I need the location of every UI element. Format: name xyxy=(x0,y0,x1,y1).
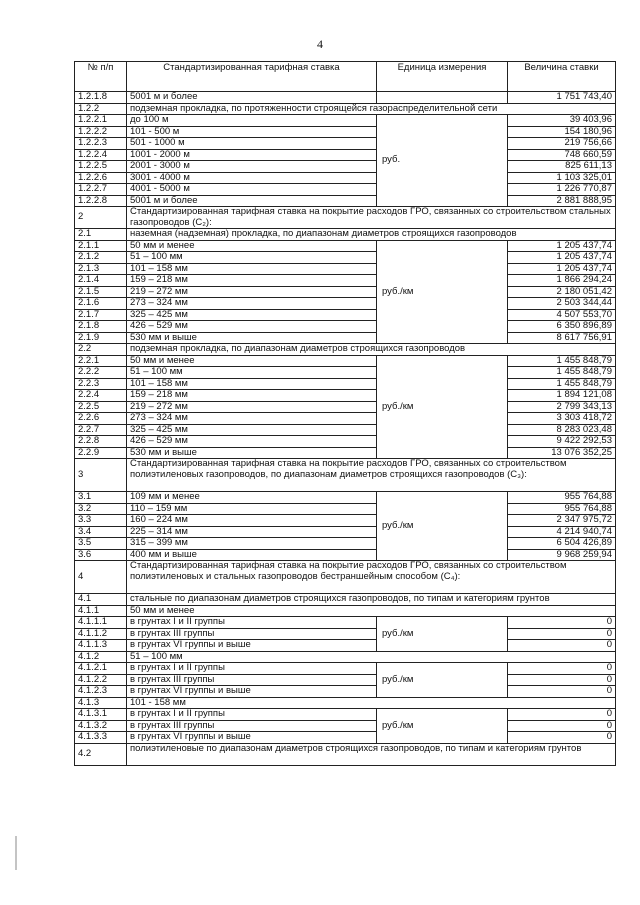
row-value: 1 751 743,40 xyxy=(508,92,616,104)
row-value: 1 103 325,01 xyxy=(508,172,616,184)
row-number: 3.5 xyxy=(75,538,127,550)
unit-cell: руб./км xyxy=(377,709,508,744)
row-label: 5001 м и более xyxy=(127,195,377,207)
row-label: 400 мм и выше xyxy=(127,549,377,561)
row-label: 50 мм и менее xyxy=(127,355,377,367)
row-value: 1 226 770,87 xyxy=(508,184,616,196)
unit-cell: руб. xyxy=(377,115,508,207)
row-label: 501 - 1000 м xyxy=(127,138,377,150)
row-number: 1.2.2.2 xyxy=(75,126,127,138)
row-number: 1.2.2.5 xyxy=(75,161,127,173)
row-label: в грунтах I и II группы xyxy=(127,709,377,721)
row-label: 219 – 272 мм xyxy=(127,401,377,413)
row-number: 1.2.2.7 xyxy=(75,184,127,196)
unit-cell: руб./км xyxy=(377,240,508,344)
section-label: полиэтиленовые по диапазонам диаметров строящихся газопроводов, по типам и категориям грунтов xyxy=(127,743,616,765)
row-number: 2.1.8 xyxy=(75,321,127,333)
row-value: 0 xyxy=(508,709,616,721)
row-label: 273 – 324 мм xyxy=(127,413,377,425)
row-value: 0 xyxy=(508,640,616,652)
row-label: 3001 - 4000 м xyxy=(127,172,377,184)
row-number: 4.1.3.1 xyxy=(75,709,127,721)
row-value: 1 866 294,24 xyxy=(508,275,616,287)
row-value: 219 756,66 xyxy=(508,138,616,150)
section-label: Стандартизированная тарифная ставка на покрытие расходов ГРО, связанных со строительством полиэтиленовых и стальных газопроводов бестраншейным способом (С₄): xyxy=(127,561,616,594)
row-number: 1.2.2.1 xyxy=(75,115,127,127)
row-number: 2.2.2 xyxy=(75,367,127,379)
row-label: 159 – 218 мм xyxy=(127,390,377,402)
row-label: 159 – 218 мм xyxy=(127,275,377,287)
row-value: 2 503 344,44 xyxy=(508,298,616,310)
row-label: 273 – 324 мм xyxy=(127,298,377,310)
row-number: 4.1.2.3 xyxy=(75,686,127,698)
row-value: 1 455 848,79 xyxy=(508,378,616,390)
row-label: 225 – 314 мм xyxy=(127,526,377,538)
row-label: 160 – 224 мм xyxy=(127,515,377,527)
row-label: 325 – 425 мм xyxy=(127,309,377,321)
row-number: 4.1 xyxy=(75,594,127,606)
row-value: 0 xyxy=(508,732,616,744)
section-label: подземная прокладка, по протяженности строящейся газораспределительной сети xyxy=(127,103,616,115)
row-value: 0 xyxy=(508,720,616,732)
page-number: 4 xyxy=(317,37,323,51)
row-label: в грунтах VI группы и выше xyxy=(127,686,377,698)
row-number: 2.2.4 xyxy=(75,390,127,402)
row-label: 315 – 399 мм xyxy=(127,538,377,550)
row-label: 101 - 500 м xyxy=(127,126,377,138)
row-number: 2 xyxy=(75,207,127,229)
row-number: 2.2.6 xyxy=(75,413,127,425)
row-number: 2.1.9 xyxy=(75,332,127,344)
section-label: стальные по диапазонам диаметров строящихся газопроводов, по типам и категориям грунтов xyxy=(127,594,616,606)
row-label: 4001 - 5000 м xyxy=(127,184,377,196)
row-number: 2.1.5 xyxy=(75,286,127,298)
row-label: 426 – 529 мм xyxy=(127,321,377,333)
row-label: 109 мм и менее xyxy=(127,492,377,504)
row-value: 8 283 023,48 xyxy=(508,424,616,436)
row-value: 1 455 848,79 xyxy=(508,367,616,379)
header-no: № п/п xyxy=(75,62,127,92)
row-number: 2.1 xyxy=(75,229,127,241)
row-number: 2.2 xyxy=(75,344,127,356)
row-number: 4.1.3.2 xyxy=(75,720,127,732)
row-value: 748 660,59 xyxy=(508,149,616,161)
row-number: 2.2.5 xyxy=(75,401,127,413)
row-number: 2.1.6 xyxy=(75,298,127,310)
row-label: 101 – 158 мм xyxy=(127,263,377,275)
unit-cell: руб./км xyxy=(377,492,508,561)
row-value: 0 xyxy=(508,617,616,629)
row-number: 4.1.1.3 xyxy=(75,640,127,652)
row-number: 1.2.2.8 xyxy=(75,195,127,207)
row-label: 530 мм и выше xyxy=(127,447,377,459)
row-number: 2.1.3 xyxy=(75,263,127,275)
unit-cell: руб./км xyxy=(377,663,508,698)
section-label: Стандартизированная тарифная ставка на покрытие расходов ГРО, связанных со строительством стальных газопроводов (С₂): xyxy=(127,207,616,229)
section-label: подземная прокладка, по диапазонам диаметров строящихся газопроводов xyxy=(127,344,616,356)
row-number: 1.2.2.6 xyxy=(75,172,127,184)
row-value: 0 xyxy=(508,674,616,686)
row-number: 1.2.2.4 xyxy=(75,149,127,161)
row-label: в грунтах I и II группы xyxy=(127,663,377,675)
row-number: 3 xyxy=(75,459,127,492)
row-label: 51 – 100 мм xyxy=(127,252,377,264)
row-label: 325 – 425 мм xyxy=(127,424,377,436)
row-label: 51 – 100 мм xyxy=(127,367,377,379)
row-number: 4.2 xyxy=(75,743,127,765)
row-number: 4.1.3 xyxy=(75,697,127,709)
row-value: 3 303 418,72 xyxy=(508,413,616,425)
row-label: 426 – 529 мм xyxy=(127,436,377,448)
row-number: 4 xyxy=(75,561,127,594)
row-label: 219 – 272 мм xyxy=(127,286,377,298)
row-label: 1001 - 2000 м xyxy=(127,149,377,161)
row-value: 9 422 292,53 xyxy=(508,436,616,448)
row-value: 2 799 343,13 xyxy=(508,401,616,413)
row-label: 5001 м и более xyxy=(127,92,377,104)
row-label: в грунтах III группы xyxy=(127,720,377,732)
header-rate: Стандартизированная тарифная ставка xyxy=(127,62,377,92)
row-number: 2.2.3 xyxy=(75,378,127,390)
row-label: 101 – 158 мм xyxy=(127,378,377,390)
row-label: 2001 - 3000 м xyxy=(127,161,377,173)
row-value: 1 455 848,79 xyxy=(508,355,616,367)
row-label: 530 мм и выше xyxy=(127,332,377,344)
row-number: 4.1.1 xyxy=(75,605,127,617)
row-number: 4.1.2 xyxy=(75,651,127,663)
header-unit: Единица измерения xyxy=(377,62,508,92)
row-number: 3.1 xyxy=(75,492,127,504)
row-label: в грунтах III группы xyxy=(127,628,377,640)
unit-cell: руб./км xyxy=(377,617,508,652)
row-value: 955 764,88 xyxy=(508,492,616,504)
row-number: 2.1.7 xyxy=(75,309,127,321)
row-number: 3.6 xyxy=(75,549,127,561)
row-number: 2.1.2 xyxy=(75,252,127,264)
row-value: 4 507 553,70 xyxy=(508,309,616,321)
row-number: 2.2.7 xyxy=(75,424,127,436)
row-value: 39 403,96 xyxy=(508,115,616,127)
row-value: 154 180,96 xyxy=(508,126,616,138)
row-value: 955 764,88 xyxy=(508,503,616,515)
row-number: 2.1.4 xyxy=(75,275,127,287)
row-number: 1.2.1.8 xyxy=(75,92,127,104)
row-number: 4.1.2.1 xyxy=(75,663,127,675)
row-label: в грунтах III группы xyxy=(127,674,377,686)
row-number: 3.3 xyxy=(75,515,127,527)
row-value: 1 205 437,74 xyxy=(508,263,616,275)
row-value: 13 076 352,25 xyxy=(508,447,616,459)
row-label: в грунтах VI группы и выше xyxy=(127,640,377,652)
header-value: Величина ставки xyxy=(508,62,616,92)
row-value: 1 894 121,08 xyxy=(508,390,616,402)
row-value: 6 350 896,89 xyxy=(508,321,616,333)
row-label: до 100 м xyxy=(127,115,377,127)
row-value: 4 214 940,74 xyxy=(508,526,616,538)
row-value: 2 881 888,95 xyxy=(508,195,616,207)
row-value: 8 617 756,91 xyxy=(508,332,616,344)
row-label: 110 – 159 мм xyxy=(127,503,377,515)
section-label: 50 мм и менее xyxy=(127,605,616,617)
row-value: 0 xyxy=(508,686,616,698)
row-value: 1 205 437,74 xyxy=(508,252,616,264)
row-number: 4.1.1.2 xyxy=(75,628,127,640)
row-number: 4.1.2.2 xyxy=(75,674,127,686)
row-value: 6 504 426,89 xyxy=(508,538,616,550)
section-label: Стандартизированная тарифная ставка на покрытие расходов ГРО, связанных со строительством полиэтиленовых газопроводов, по диапазонам диаметров строящихся газопроводов (С₃): xyxy=(127,459,616,492)
section-label: 51 – 100 мм xyxy=(127,651,616,663)
row-number: 2.2.8 xyxy=(75,436,127,448)
row-label: 50 мм и менее xyxy=(127,240,377,252)
row-number: 3.2 xyxy=(75,503,127,515)
row-value: 1 205 437,74 xyxy=(508,240,616,252)
row-number: 3.4 xyxy=(75,526,127,538)
row-value: 9 968 259,94 xyxy=(508,549,616,561)
unit-cell: руб./км xyxy=(377,355,508,459)
row-number: 4.1.1.1 xyxy=(75,617,127,629)
row-value: 825 611,13 xyxy=(508,161,616,173)
row-number: 1.2.2.3 xyxy=(75,138,127,150)
row-label: в грунтах VI группы и выше xyxy=(127,732,377,744)
row-value: 0 xyxy=(508,663,616,675)
row-number: 2.2.1 xyxy=(75,355,127,367)
section-label: наземная (надземная) прокладка, по диапазонам диаметров строящихся газопроводов xyxy=(127,229,616,241)
row-number: 2.1.1 xyxy=(75,240,127,252)
row-value: 2 180 051,42 xyxy=(508,286,616,298)
section-label: 101 - 158 мм xyxy=(127,697,616,709)
row-number: 4.1.3.3 xyxy=(75,732,127,744)
row-number: 2.2.9 xyxy=(75,447,127,459)
row-number: 1.2.2 xyxy=(75,103,127,115)
row-label: в грунтах I и II группы xyxy=(127,617,377,629)
row-value: 2 347 975,72 xyxy=(508,515,616,527)
row-value: 0 xyxy=(508,628,616,640)
